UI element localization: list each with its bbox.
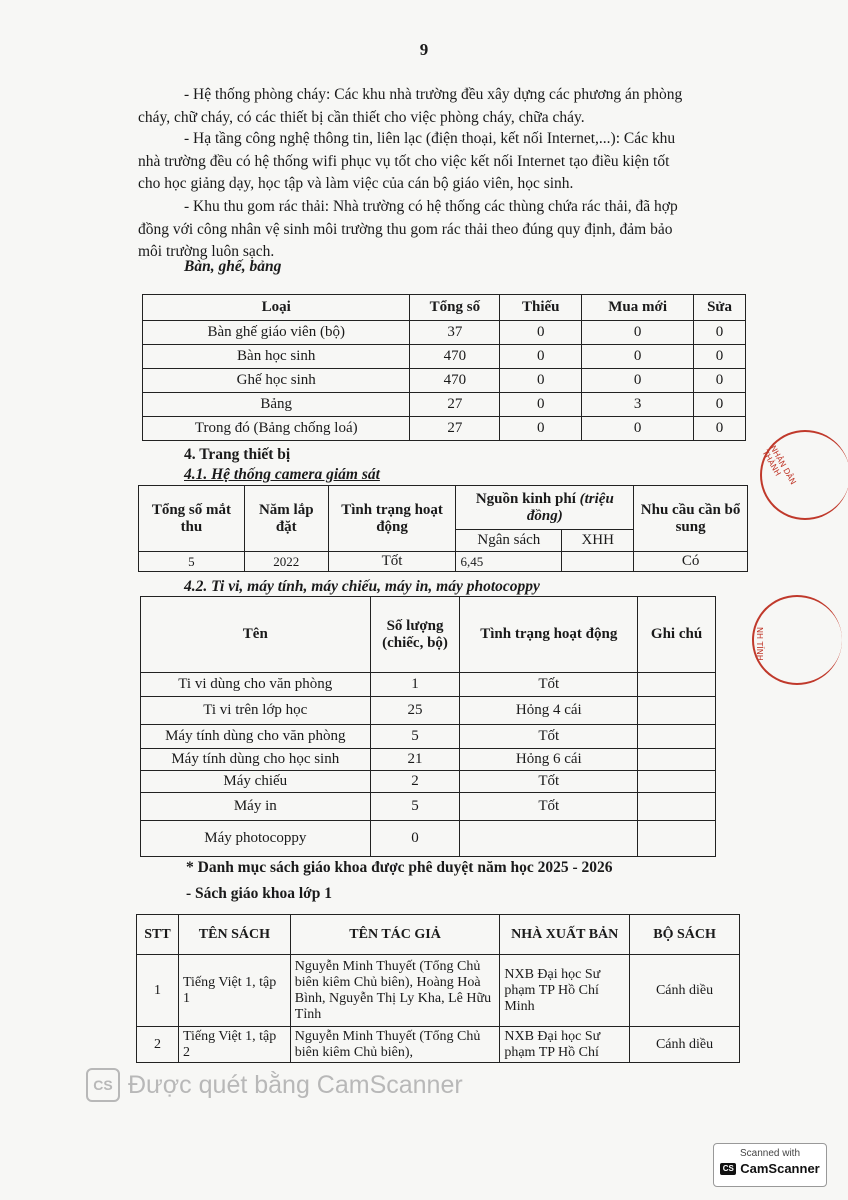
camscanner-logo-icon: CS bbox=[720, 1163, 736, 1175]
cell: Tốt bbox=[460, 771, 638, 793]
table-row bbox=[141, 673, 716, 697]
col-header: Thiếu bbox=[500, 295, 582, 321]
cell bbox=[638, 725, 716, 749]
cell: Máy tính dùng cho văn phòng bbox=[141, 725, 371, 749]
cell bbox=[638, 771, 716, 793]
cell: 470 bbox=[410, 345, 500, 369]
cell: Bàn học sinh bbox=[143, 345, 410, 369]
table-row bbox=[141, 749, 716, 771]
paragraph-line: - Hạ tầng công nghệ thông tin, liên lạc (điện thoại, kết nối Internet,...): Các khu bbox=[184, 130, 676, 147]
table-row bbox=[141, 793, 716, 821]
cell: Trong đó (Bảng chống loá) bbox=[143, 417, 410, 441]
cell: Máy in bbox=[141, 793, 371, 821]
badge-brand-text: CamScanner bbox=[740, 1161, 820, 1176]
cell: 0 bbox=[370, 821, 460, 857]
stamp-text: NHÂN DÂN THÀNH bbox=[760, 444, 798, 487]
camera-heading: 4.1. Hệ thống camera giám sát bbox=[184, 466, 380, 483]
table-row bbox=[141, 697, 716, 725]
devices-table bbox=[140, 596, 716, 857]
table-row bbox=[143, 393, 746, 417]
table-row bbox=[141, 725, 716, 749]
col-subheader: XHH bbox=[562, 530, 634, 552]
col-header: Tổng số mắt thu bbox=[139, 486, 245, 552]
paragraph-line: cháy, chữ cháy, có các thiết bị cần thiết cho việc phòng cháy, chữa cháy. bbox=[138, 108, 585, 126]
cell: 0 bbox=[582, 369, 694, 393]
cell: 2 bbox=[370, 771, 460, 793]
cell bbox=[638, 793, 716, 821]
cell: Máy chiếu bbox=[141, 771, 371, 793]
furniture-heading: Bàn, ghế, bảng bbox=[184, 258, 282, 275]
section-4-heading: 4. Trang thiết bị bbox=[184, 446, 291, 463]
paragraph-line: môi trường luôn sạch. bbox=[138, 243, 275, 260]
col-header: Tổng số bbox=[410, 295, 500, 321]
col-header: TÊN SÁCH bbox=[178, 915, 290, 955]
camera-table bbox=[138, 485, 748, 572]
funding-label: Nguồn kinh phí bbox=[475, 490, 576, 507]
cell: Tốt bbox=[460, 673, 638, 697]
cell: 470 bbox=[410, 369, 500, 393]
table-row bbox=[143, 345, 746, 369]
table-row bbox=[137, 1027, 740, 1063]
cell: Tốt bbox=[460, 725, 638, 749]
cell: 1 bbox=[370, 673, 460, 697]
cell: 6,45 bbox=[456, 552, 562, 572]
col-header: BỘ SÁCH bbox=[630, 915, 740, 955]
cell bbox=[638, 697, 716, 725]
paragraph-line: nhà trường đều có hệ thống wifi phục vụ tốt cho việc kết nối Internet tạo điều kiện tốt bbox=[138, 152, 670, 170]
col-subheader: Ngân sách bbox=[456, 530, 562, 552]
col-header: Sửa bbox=[694, 295, 746, 321]
cell: Nguyễn Minh Thuyết (Tổng Chủ biên kiêm Chủ biên), Hoàng Hoà Bình, Nguyễn Thị Ly Kha, Lê Hữu Tỉnh bbox=[290, 955, 500, 1027]
cell: Máy tính dùng cho học sinh bbox=[141, 749, 371, 771]
cell: 0 bbox=[582, 345, 694, 369]
col-header: NHÀ XUẤT BẢN bbox=[500, 915, 630, 955]
cell: 0 bbox=[694, 369, 746, 393]
cell: 21 bbox=[370, 749, 460, 771]
cell: 37 bbox=[410, 321, 500, 345]
table-row bbox=[143, 369, 746, 393]
col-header: Tình trạng hoạt động bbox=[328, 486, 456, 552]
cell: 5 bbox=[370, 793, 460, 821]
table-row bbox=[143, 321, 746, 345]
cell: Bảng bbox=[143, 393, 410, 417]
badge-brand bbox=[714, 1161, 826, 1176]
stamp-text: NH TỈNH bbox=[755, 627, 764, 661]
cell: Cánh diều bbox=[630, 1027, 740, 1063]
col-header: Nhu cầu cần bổ sung bbox=[634, 486, 748, 552]
cell: Hỏng 6 cái bbox=[460, 749, 638, 771]
cell: NXB Đại học Sư phạm TP Hồ Chí bbox=[500, 1027, 630, 1063]
cell: 5 bbox=[139, 552, 245, 572]
paragraph-line: cho học giảng dạy, học tập và làm việc của cán bộ giáo viên, học sinh. bbox=[138, 175, 574, 192]
cell: Hỏng 4 cái bbox=[460, 697, 638, 725]
it-infrastructure-paragraph bbox=[138, 128, 744, 196]
paragraph-line: đồng với công nhân vệ sinh môi trường thu gom rác thải theo đúng quy định, đảm bảo bbox=[138, 220, 673, 238]
furniture-table bbox=[142, 294, 746, 441]
cell: 0 bbox=[582, 417, 694, 441]
cell: Có bbox=[634, 552, 748, 572]
cell: Nguyễn Minh Thuyết (Tổng Chủ biên kiêm Chủ biên), bbox=[290, 1027, 500, 1063]
col-header: Ghi chú bbox=[638, 597, 716, 673]
cell bbox=[638, 821, 716, 857]
table-row bbox=[139, 552, 748, 572]
fire-system-paragraph bbox=[138, 84, 744, 129]
cell: 0 bbox=[694, 393, 746, 417]
page-number: 9 bbox=[419, 40, 429, 59]
table-row bbox=[141, 821, 716, 857]
cell: Tiếng Việt 1, tập 2 bbox=[178, 1027, 290, 1063]
table-row bbox=[141, 771, 716, 793]
cell: 2 bbox=[137, 1027, 179, 1063]
col-header: Tình trạng hoạt động bbox=[460, 597, 638, 673]
camscanner-watermark bbox=[86, 1068, 463, 1102]
cell: 2022 bbox=[244, 552, 328, 572]
textbook-table bbox=[136, 914, 740, 1063]
col-header: Năm lắp đặt bbox=[244, 486, 328, 552]
watermark-text: Được quét bằng CamScanner bbox=[128, 1070, 463, 1099]
cell: Bàn ghế giáo viên (bộ) bbox=[143, 321, 410, 345]
cell: Máy photocoppy bbox=[141, 821, 371, 857]
cell: 5 bbox=[370, 725, 460, 749]
cell: 0 bbox=[694, 321, 746, 345]
cell: Tiếng Việt 1, tập 1 bbox=[178, 955, 290, 1027]
cell: 25 bbox=[370, 697, 460, 725]
cell: 0 bbox=[500, 321, 582, 345]
scanned-with-badge bbox=[713, 1143, 827, 1187]
col-header: TÊN TÁC GIẢ bbox=[290, 915, 500, 955]
table-row bbox=[143, 417, 746, 441]
camscanner-logo-icon: CS bbox=[86, 1068, 120, 1102]
col-header-funding bbox=[456, 486, 634, 530]
col-header: Tên bbox=[141, 597, 371, 673]
table-row bbox=[137, 955, 740, 1027]
cell: Tốt bbox=[460, 793, 638, 821]
cell bbox=[638, 673, 716, 697]
cell bbox=[460, 821, 638, 857]
grade-1-heading: - Sách giáo khoa lớp 1 bbox=[186, 885, 332, 902]
cell: Cánh diều bbox=[630, 955, 740, 1027]
cell: Ghế học sinh bbox=[143, 369, 410, 393]
cell: Ti vi dùng cho văn phòng bbox=[141, 673, 371, 697]
badge-caption: Scanned with bbox=[739, 1148, 801, 1159]
funding-unit: (triệu đồng) bbox=[526, 490, 614, 524]
textbook-list-heading: * Danh mục sách giáo khoa được phê duyệt năm học 2025 - 2026 bbox=[186, 859, 613, 876]
paragraph-line: - Khu thu gom rác thải: Nhà trường có hệ thống các thùng chứa rác thải, đã hợp bbox=[184, 198, 678, 215]
cell: Ti vi trên lớp học bbox=[141, 697, 371, 725]
cell bbox=[562, 552, 634, 572]
cell: 0 bbox=[500, 393, 582, 417]
cell: 0 bbox=[500, 345, 582, 369]
col-header: Loại bbox=[143, 295, 410, 321]
col-header: Mua mới bbox=[582, 295, 694, 321]
red-stamp bbox=[760, 430, 848, 520]
cell: 0 bbox=[500, 369, 582, 393]
cell: 3 bbox=[582, 393, 694, 417]
devices-heading: 4.2. Ti vi, máy tính, máy chiếu, máy in, máy photocoppy bbox=[184, 578, 540, 595]
col-header: STT bbox=[137, 915, 179, 955]
cell: 0 bbox=[500, 417, 582, 441]
cell: 0 bbox=[582, 321, 694, 345]
cell: 27 bbox=[410, 393, 500, 417]
col-header: Số lượng (chiếc, bộ) bbox=[370, 597, 460, 673]
cell: 1 bbox=[137, 955, 179, 1027]
paragraph-line: - Hệ thống phòng cháy: Các khu nhà trường đều xây dựng các phương án phòng bbox=[184, 86, 683, 103]
cell: 27 bbox=[410, 417, 500, 441]
waste-paragraph bbox=[138, 196, 744, 264]
cell: 0 bbox=[694, 345, 746, 369]
cell: 0 bbox=[694, 417, 746, 441]
cell bbox=[638, 749, 716, 771]
cell: Tốt bbox=[328, 552, 456, 572]
cell: NXB Đại học Sư phạm TP Hồ Chí Minh bbox=[500, 955, 630, 1027]
red-stamp bbox=[752, 595, 842, 685]
